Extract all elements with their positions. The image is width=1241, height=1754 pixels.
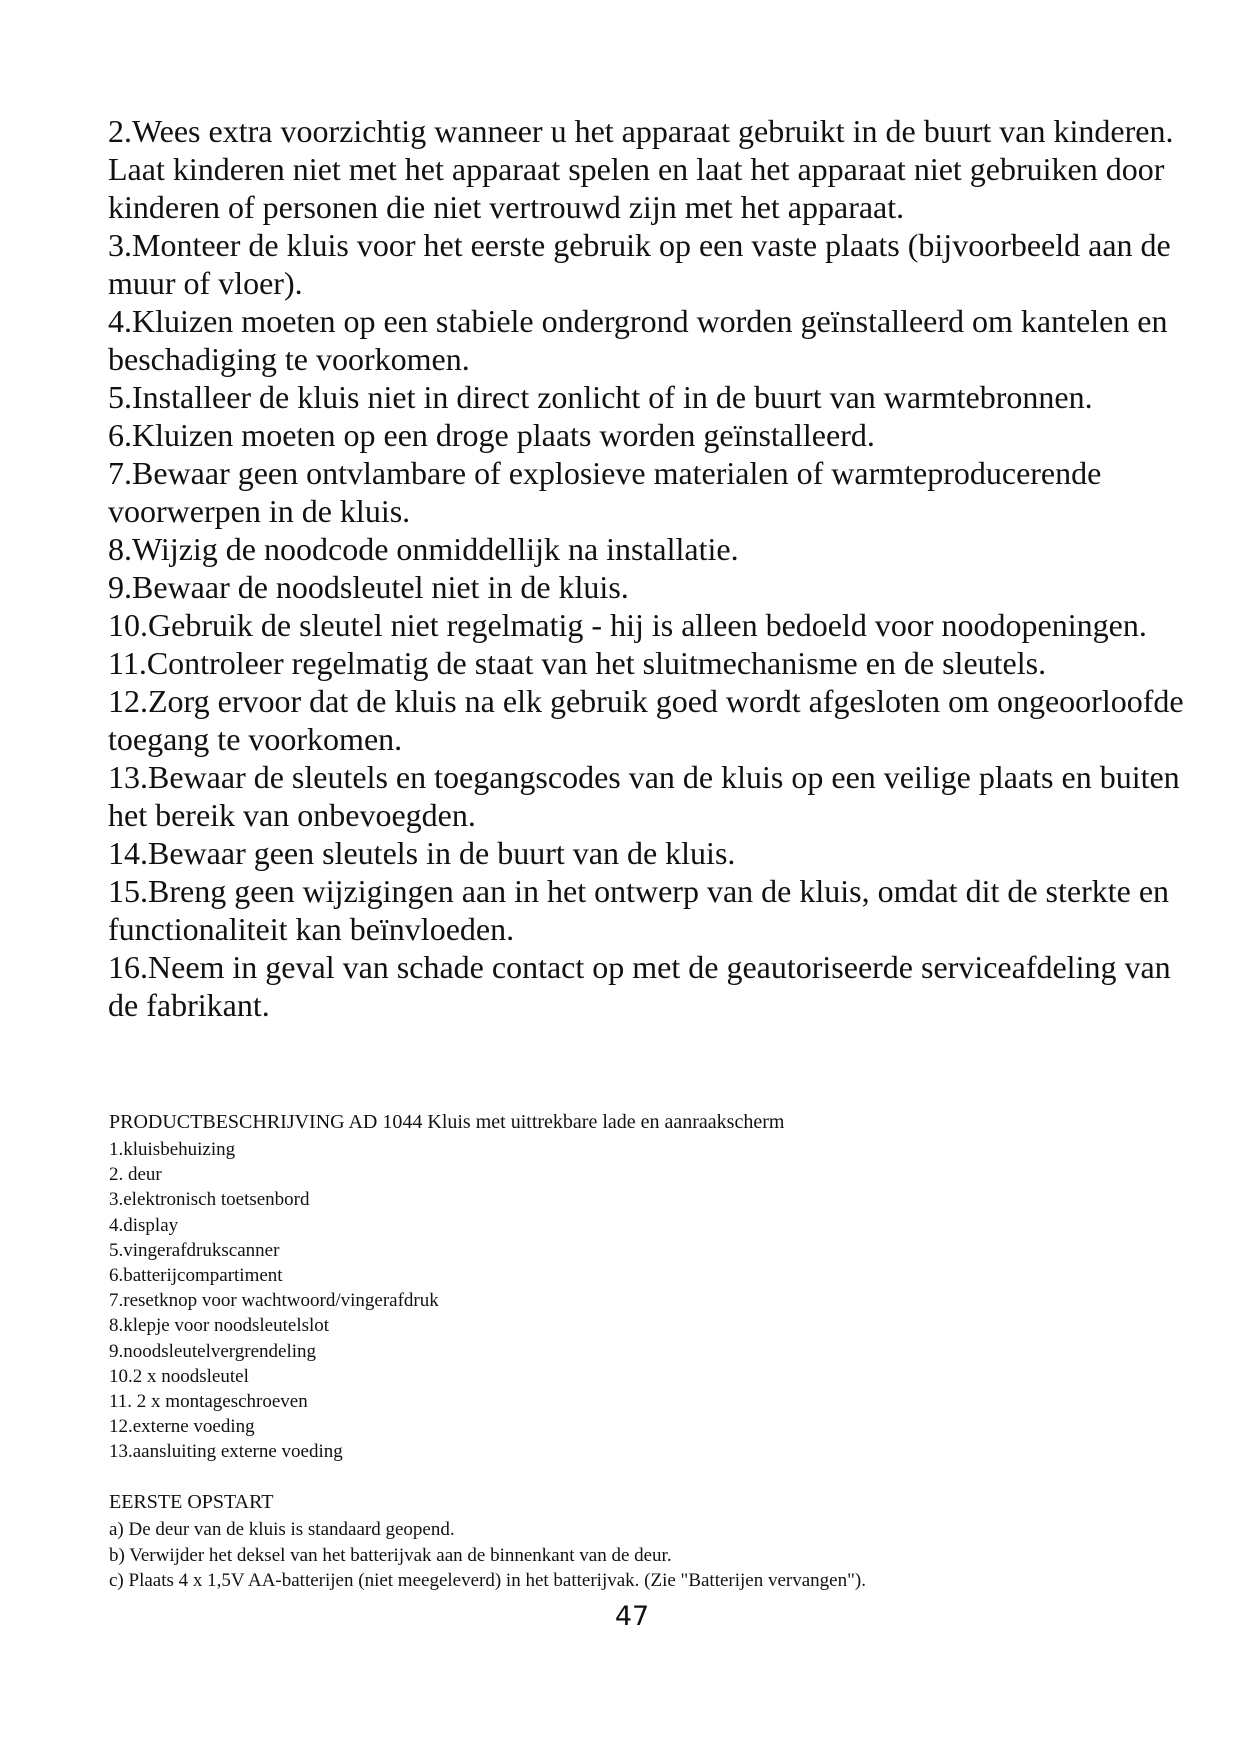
safety-item: 2.Wees extra voorzichtig wanneer u het apparaat gebruikt in de buurt van kinderen. Laat kinderen niet met het apparaat spelen en laat het apparaat niet gebruiken door kinderen of personen die niet vertrouwd zijn met het apparaat. (108, 113, 1174, 225)
safety-item: 4.Kluizen moeten op een stabiele ondergrond worden geïnstalleerd om kantelen en beschadiging te voorkomen. (108, 303, 1168, 377)
safety-item: 7.Bewaar geen ontvlambare of explosieve materialen of warmteproducerende voorwerpen in de kluis. (108, 455, 1102, 529)
first-start-steps (109, 1517, 1109, 1594)
first-start-section (109, 1489, 1109, 1594)
safety-item: 13.Bewaar de sleutels en toegangscodes van de kluis op een veilige plaats en buiten het bereik van onbevoegden. (108, 759, 1180, 833)
first-start-step: c) Plaats 4 x 1,5V AA-batterijen (niet meegeleverd) in het batterijvak. (Zie "Batterijen vervangen"). (109, 1570, 866, 1591)
product-part-item: 6.batterijcompartiment (109, 1265, 283, 1287)
safety-item: 14.Bewaar geen sleutels in de buurt van de kluis. (108, 835, 736, 871)
product-part-item: 1.kluisbehuizing (109, 1139, 236, 1160)
first-start-heading: EERSTE OPSTART (109, 1491, 274, 1513)
safety-item: 9.Bewaar de noodsleutel niet in de kluis. (108, 569, 629, 605)
product-part-item: 10.2 x noodsleutel (109, 1365, 249, 1387)
safety-item: 8.Wijzig de noodcode onmiddellijk na installatie. (108, 531, 739, 567)
product-description-section (109, 1109, 1109, 1465)
product-part-item: 4.display (109, 1214, 179, 1236)
product-part-item: 2. deur (109, 1164, 162, 1186)
product-part-item: 9.noodsleutelvergrendeling (109, 1340, 317, 1362)
safety-instructions-list (108, 112, 1188, 1024)
product-description-heading: PRODUCTBESCHRIJVING AD 1044 Kluis met uittrekbare lade en aanraakscherm (109, 1111, 785, 1133)
product-part-item: 7.resetknop voor wachtwoord/vingerafdruk (109, 1290, 439, 1312)
safety-item: 6.Kluizen moeten op een droge plaats worden geïnstalleerd. (108, 417, 875, 453)
product-part-item: 5.vingerafdrukscanner (109, 1239, 280, 1261)
safety-item: 3.Monteer de kluis voor het eerste gebruik op een vaste plaats (bijvoorbeeld aan de muur of vloer). (108, 227, 1171, 301)
product-part-item: 13.aansluiting externe voeding (109, 1441, 343, 1463)
first-start-step: a) De deur van de kluis is standaard geopend. (109, 1519, 455, 1540)
first-start-step: b) Verwijder het deksel van het batterijvak aan de binnenkant van de deur. (109, 1544, 672, 1566)
product-part-item: 8.klepje voor noodsleutelslot (109, 1315, 330, 1337)
safety-item: 16.Neem in geval van schade contact op met de geautoriseerde serviceafdeling van de fabrikant. (108, 949, 1171, 1023)
product-part-item: 3.elektronisch toetsenbord (109, 1189, 310, 1211)
safety-item: 5.Installeer de kluis niet in direct zonlicht of in de buurt van warmtebronnen. (108, 379, 1093, 415)
safety-item: 12.Zorg ervoor dat de kluis na elk gebruik goed wordt afgesloten om ongeoorloofde toegang te voorkomen. (108, 683, 1184, 757)
product-parts-list (109, 1137, 1109, 1465)
page-number: 47 (614, 1601, 650, 1632)
safety-item: 15.Breng geen wijzigingen aan in het ontwerp van de kluis, omdat dit de sterkte en functionaliteit kan beïnvloeden. (108, 873, 1170, 947)
safety-item: 10.Gebruik de sleutel niet regelmatig - hij is alleen bedoeld voor noodopeningen. (108, 607, 1147, 643)
safety-item: 11.Controleer regelmatig de staat van het sluitmechanisme en de sleutels. (108, 645, 1047, 681)
product-part-item: 12.externe voeding (109, 1416, 255, 1438)
product-part-item: 11. 2 x montageschroeven (109, 1391, 308, 1413)
